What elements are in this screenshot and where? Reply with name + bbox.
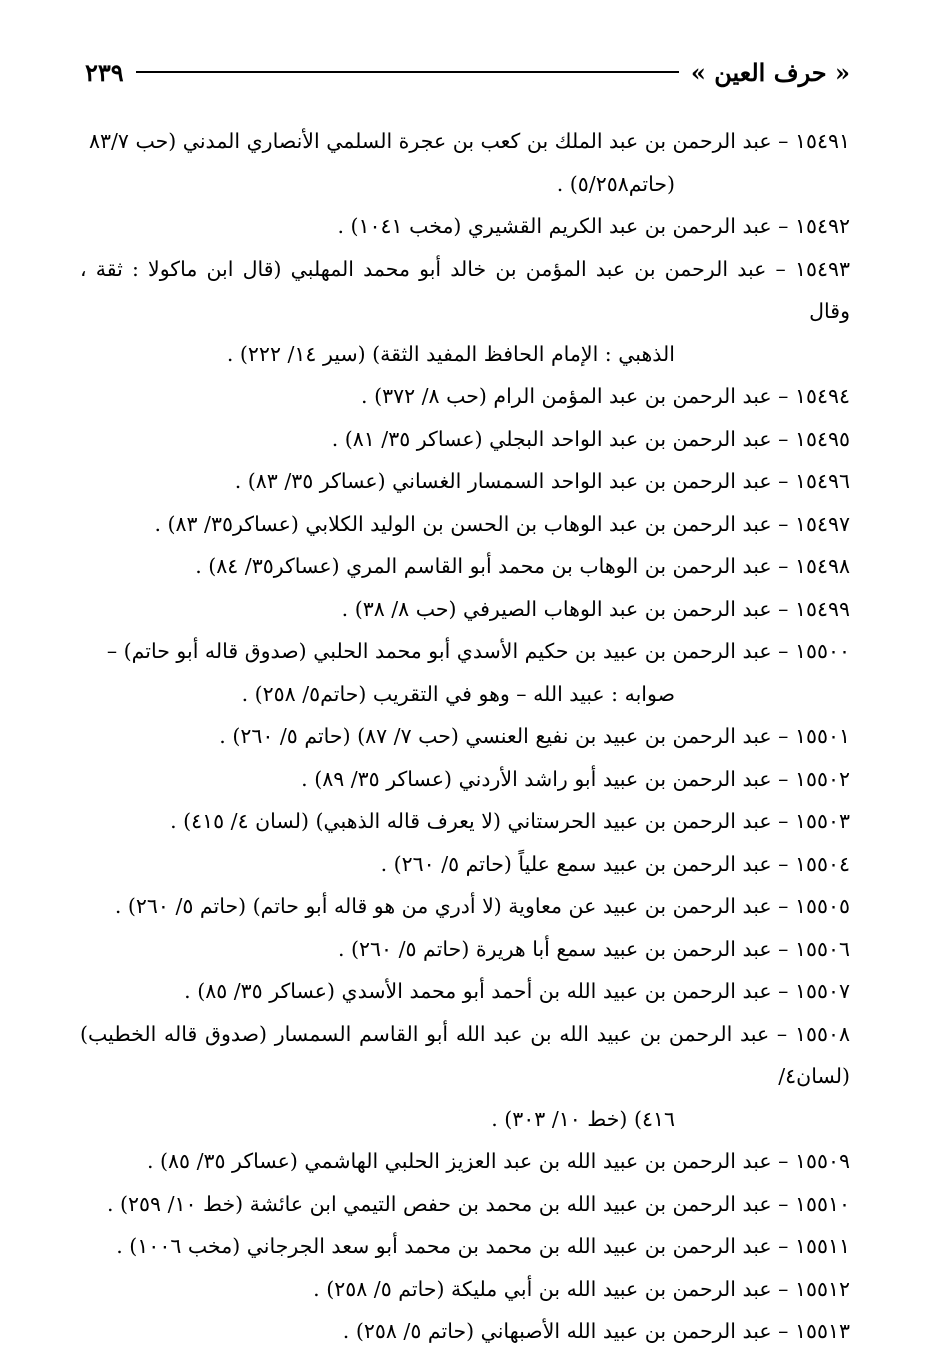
entry [80, 1268, 850, 1311]
entry-number: ١٥٥٠٥ [794, 894, 850, 918]
entry-text: – عبد الرحمن بن عبد المؤمن بن خالد أبو محمد المهلبي (قال ابن ماكولا : ثقة ، وقال [80, 256, 850, 323]
entry-list [80, 120, 850, 1353]
entry-text: – عبد الرحمن بن عبيد الحرستاني (لا يعرف قاله الذهبي) (لسان ٤/ ٤١٥) . [170, 809, 789, 833]
entry [80, 1225, 850, 1268]
entry-number: ١٥٤٩٢ [794, 214, 850, 238]
page-header [85, 52, 850, 92]
entry [80, 885, 850, 928]
entry-number: ١٥٥١٠ [794, 1191, 850, 1216]
entry-number: ١٥٤٩٣ [794, 256, 850, 281]
entry-text: – عبد الرحمن بن عبيد بن حكيم الأسدي أبو محمد الحلبي (صدوق قاله أبو حاتم) – [106, 639, 789, 663]
entry-continuation: صوابه : عبيد الله – وهو في التقريب (حاتم٥/ ٢٥٨) . [241, 681, 675, 706]
entry-text: – عبد الرحمن بن عبيد الله الأصبهاني (حاتم ٥/ ٢٥٨) . [342, 1319, 789, 1343]
entry-text: – عبد الرحمن بن عبد الوهاب الصيرفي (حب ٨/ ٣٨) . [341, 596, 789, 621]
entry [80, 460, 850, 503]
entry-number: ١٥٤٩٨ [794, 554, 850, 578]
entry-number: ١٥٥٠٠ [794, 639, 850, 663]
entry-text: – عبد الرحمن بن عبيد الله بن أحمد أبو محمد الأسدي (عساكر ٣٥/ ٨٥) . [184, 979, 789, 1003]
entry [80, 375, 850, 418]
entry-number: ١٥٥٠٧ [794, 979, 850, 1003]
entry-text: – عبد الرحمن بن عبيد سمع علياً (حاتم ٥/ ٢٦٠) . [380, 851, 789, 876]
entry [80, 1310, 850, 1353]
entry [80, 758, 850, 801]
entry [80, 800, 850, 843]
entry [80, 1013, 850, 1141]
entry-number: ١٥٤٩٧ [794, 511, 850, 536]
entry-number: ١٥٤٩٦ [794, 469, 850, 493]
entry [80, 545, 850, 588]
entry-number: ١٥٤٩١ [794, 129, 850, 153]
entry-number: ١٥٥١١ [794, 1234, 850, 1258]
entry-text: – عبد الرحمن بن عبيد بن نفيع العنسي (حب ٧/ ٨٧) (حاتم ٥/ ٢٦٠) . [219, 724, 789, 748]
entry-text: – عبد الرحمن بن عبد الواحد البجلي (عساكر ٣٥/ ٨١) . [331, 426, 789, 451]
entry-text: – عبد الرحمن بن الوهاب بن محمد أبو القاسم المري (عساكر٣٥/ ٨٤) . [195, 554, 789, 578]
entry-number: ١٥٥٠٦ [794, 936, 850, 961]
entry [80, 928, 850, 971]
header-rule [136, 71, 679, 73]
chapter-title: « حرف العين » [690, 57, 850, 87]
entry [80, 205, 850, 248]
entry-number: ١٥٥٠٨ [794, 1021, 850, 1046]
entry [80, 248, 850, 376]
entry-number: ١٥٥١٢ [794, 1276, 850, 1301]
entry [80, 843, 850, 886]
entry-text: – عبد الرحمن بن عبيد الله بن أبي مليكة (حاتم ٥/ ٢٥٨) . [313, 1276, 789, 1301]
entry-number: ١٥٥٠١ [794, 724, 850, 748]
entry [80, 418, 850, 461]
entry [80, 1183, 850, 1226]
entry-text: – عبد الرحمن بن عبيد عن معاوية (لا أدري من هو قاله أبو حاتم) (حاتم ٥/ ٢٦٠) . [114, 894, 789, 918]
entry-text: – عبد الرحمن بن عبد الواحد السمسار الغساني (عساكر ٣٥/ ٨٣) . [234, 469, 789, 493]
entry-number: ١٥٥٠٢ [794, 766, 850, 791]
entry-number: ١٥٤٩٤ [794, 384, 850, 408]
page-number: ٢٣٩ [85, 57, 124, 87]
entry-text: – عبد الرحمن بن عبد الملك بن كعب بن عجرة السلمي الأنصاري المدني (حب ٨٣/٧ [88, 129, 789, 153]
entry-text: – عبد الرحمن بن عبد الوهاب بن الحسن بن الوليد الكلابي (عساكر٣٥/ ٨٣) . [154, 511, 789, 536]
entry-continuation: (حاتم٥/٢٥٨) . [556, 171, 675, 196]
entry-number: ١٥٤٩٩ [794, 596, 850, 621]
entry-text: – عبد الرحمن بن عبيد الله بن محمد بن حفص التيمي ابن عائشة (خط ١٠/ ٢٥٩) . [106, 1191, 789, 1216]
entry-text: – عبد الرحمن بن عبيد سمع أبا هريرة (حاتم ٥/ ٢٦٠) . [338, 936, 789, 961]
entry-number: ١٥٥٠٣ [794, 809, 850, 833]
entry-text: – عبد الرحمن بن عبد الكريم القشيري (مخب ١٠٤١) . [337, 214, 789, 238]
entry-number: ١٥٤٩٥ [794, 426, 850, 451]
entry [80, 1140, 850, 1183]
entry-text: – عبد الرحمن بن عبيد أبو راشد الأردني (عساكر ٣٥/ ٨٩) . [301, 766, 789, 791]
entry [80, 588, 850, 631]
entry-continuation: ٤١٦) (خط ١٠/ ٣٠٣) . [491, 1106, 675, 1131]
entry-text: – عبد الرحمن بن عبيد الله بن عبد العزيز الحلبي الهاشمي (عساكر ٣٥/ ٨٥) . [147, 1149, 789, 1173]
entry-text: – عبد الرحمن بن عبد المؤمن الرام (حب ٨/ ٣٧٢) . [361, 384, 789, 408]
entry-text: – عبد الرحمن بن عبيد الله بن عبد الله أبو القاسم السمسار (صدوق قاله الخطيب) (لسان٤/ [80, 1021, 850, 1088]
entry-number: ١٥٥٠٩ [794, 1149, 850, 1173]
entry-number: ١٥٥١٣ [794, 1319, 850, 1343]
entry [80, 970, 850, 1013]
entry [80, 503, 850, 546]
entry [80, 715, 850, 758]
entry-text: – عبد الرحمن بن عبيد الله بن محمد بن محمد أبو سعد الجرجاني (مخب ١٠٠٦) . [116, 1234, 789, 1258]
entry [80, 630, 850, 715]
entry [80, 120, 850, 205]
entry-number: ١٥٥٠٤ [794, 851, 850, 876]
entry-continuation: الذهبي : الإمام الحافظ المفيد الثقة) (سير ١٤/ ٢٢٢) . [226, 341, 675, 366]
